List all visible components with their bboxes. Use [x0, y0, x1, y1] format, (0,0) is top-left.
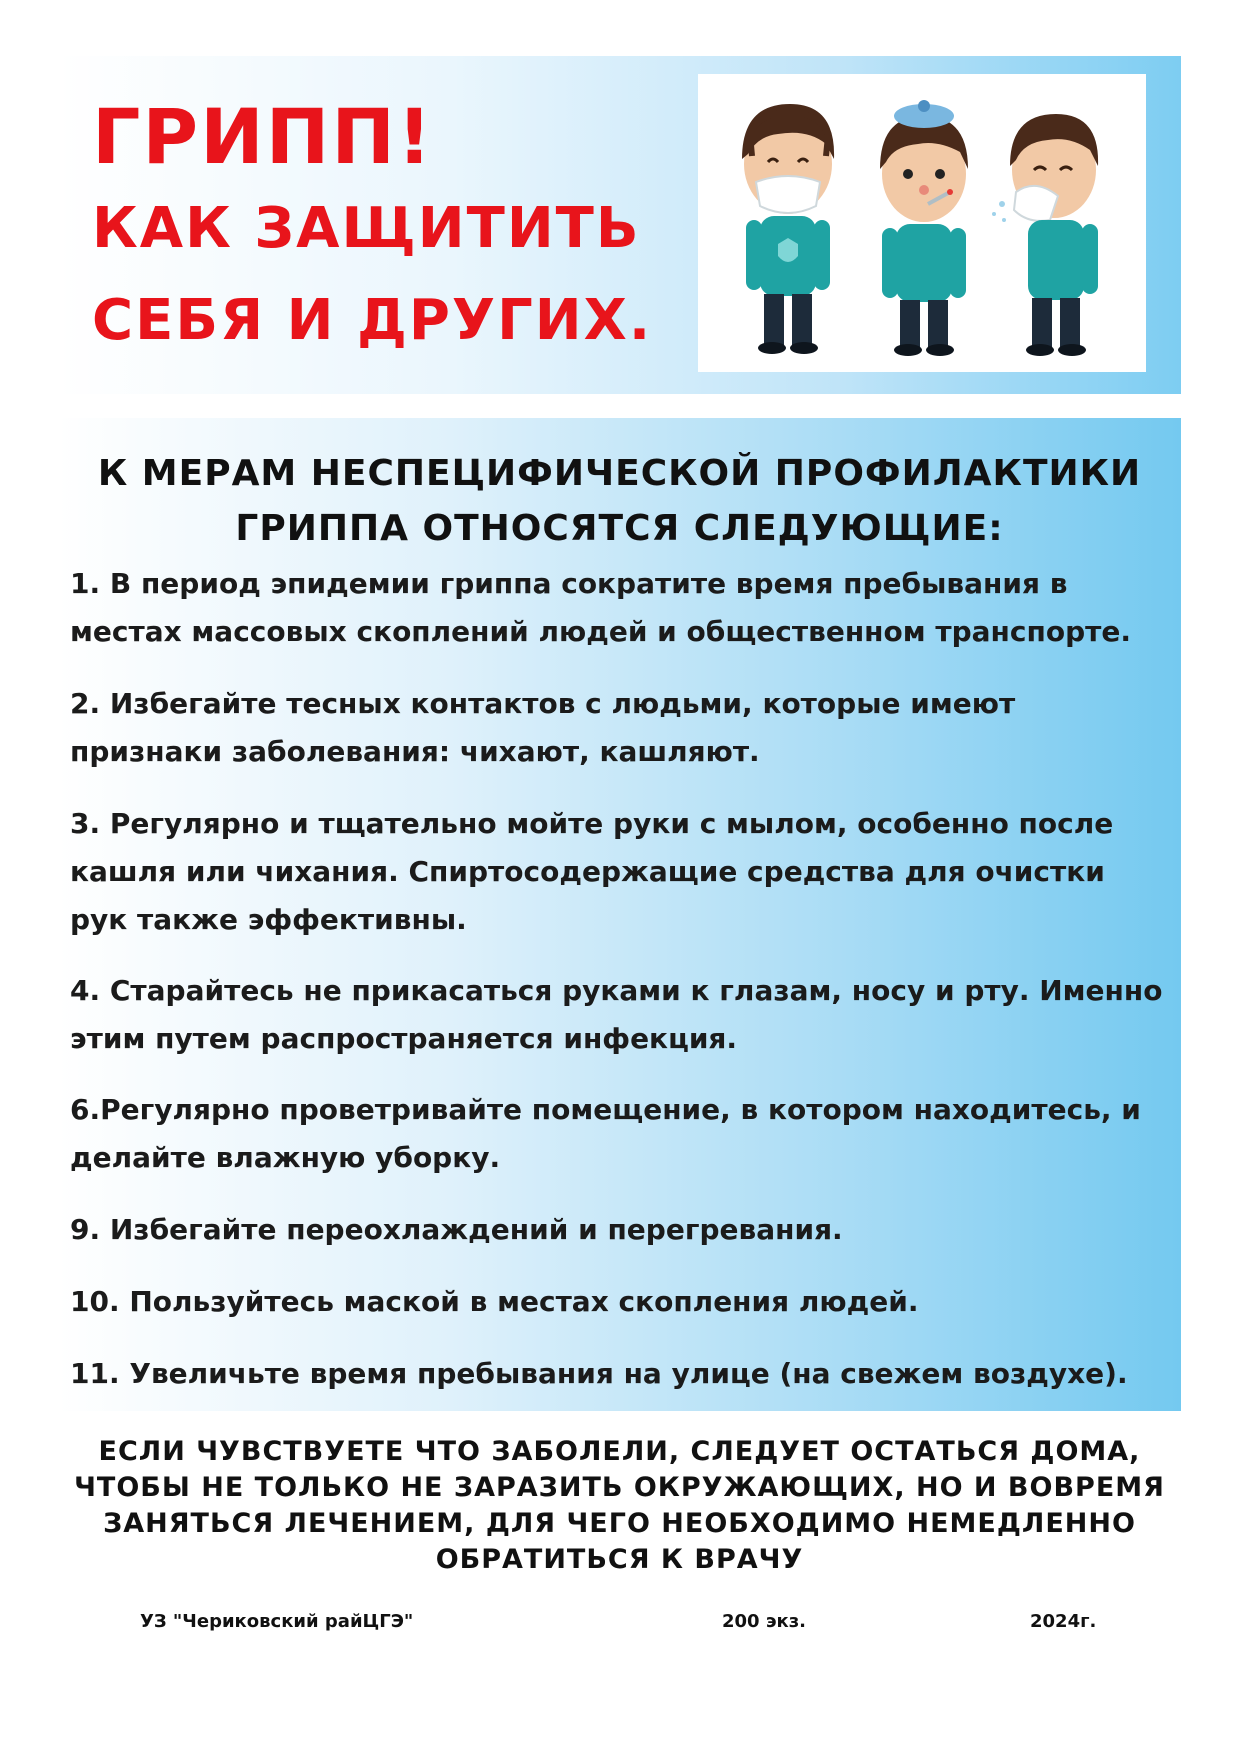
- list-item: 4. Старайтесь не прикасаться руками к глазам, носу и рту. Именно этим путем распространяется инфекция.: [70, 974, 1163, 1055]
- advice-line-3: ЗАНЯТЬСЯ ЛЕЧЕНИЕМ, ДЛЯ ЧЕГО НЕОБХОДИМО НЕМЕДЛЕННО: [103, 1508, 1136, 1539]
- advice-line-2: ЧТОБЫ НЕ ТОЛЬКО НЕ ЗАРАЗИТЬ ОКРУЖАЮЩИХ, НО И ВОВРЕМЯ: [74, 1472, 1165, 1503]
- subtitle-line-2: СЕБЯ И ДРУГИХ.: [92, 288, 653, 353]
- prevention-heading: [58, 446, 1181, 556]
- page-title: ГРИПП!: [92, 92, 434, 181]
- list-item: 11. Увеличьте время пребывания на улице (на свежем воздухе).: [70, 1357, 1128, 1390]
- list-item: 1. В период эпидемии гриппа сократите время пребывания в местах массовых скоплений людей и общественном транспорте.: [70, 567, 1131, 648]
- list-item: 10. Пользуйтесь маской в местах скопления людей.: [70, 1285, 919, 1318]
- prevention-heading-line-1: К МЕРАМ НЕСПЕЦИФИЧЕСКОЙ ПРОФИЛАКТИКИ: [97, 453, 1142, 494]
- prevention-panel: [58, 418, 1181, 1411]
- boy-sneezing-icon: [992, 114, 1098, 356]
- list-item: 9. Избегайте переохлаждений и перегревания.: [70, 1213, 843, 1246]
- advice-note: [58, 1434, 1181, 1578]
- boy-with-thermometer-icon: [880, 100, 968, 356]
- year-label: 2024г.: [1030, 1611, 1097, 1632]
- subtitle-line-1: КАК ЗАЩИТИТЬ: [92, 196, 641, 261]
- illustration-box: [698, 74, 1146, 372]
- list-item: 6.Регулярно проветривайте помещение, в котором находитесь, и делайте влажную уборку.: [70, 1093, 1141, 1174]
- publisher-label: УЗ "Чериковский райЦГЭ": [140, 1611, 414, 1632]
- header-banner: [58, 56, 1181, 394]
- prevention-heading-line-2: ГРИППА ОТНОСЯТСЯ СЛЕДУЮЩИЕ:: [235, 508, 1004, 549]
- boy-with-mask-icon: [742, 104, 834, 354]
- advice-line-4: ОБРАТИТЬСЯ К ВРАЧУ: [435, 1544, 804, 1575]
- list-item: 2. Избегайте тесных контактов с людьми, которые имеют признаки заболевания: чихают, кашляют.: [70, 687, 1016, 768]
- advice-line-1: ЕСЛИ ЧУВСТВУЕТЕ ЧТО ЗАБОЛЕЛИ, СЛЕДУЕТ ОСТАТЬСЯ ДОМА,: [98, 1436, 1141, 1467]
- copies-label: 200 экз.: [722, 1611, 807, 1632]
- list-item: 3. Регулярно и тщательно мойте руки с мылом, особенно после кашля или чихания. Спиртосодержащие средства для очистки рук также эффективны.: [70, 807, 1114, 936]
- sick-boys-illustration: [698, 74, 1146, 372]
